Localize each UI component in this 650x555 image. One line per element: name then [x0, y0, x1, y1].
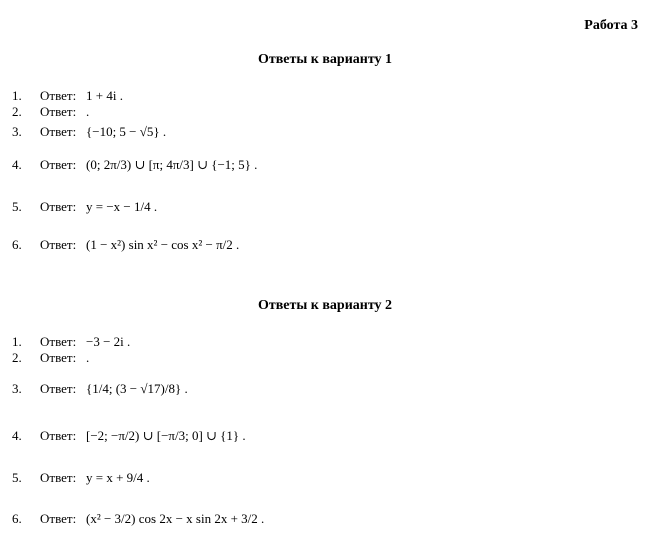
v2-answer-3: 3. Ответ: {1/4; (3 − √17)/8} . [12, 381, 188, 396]
v1-answer-2: 2. Ответ: . [12, 104, 90, 119]
v2-answer-5-formula: y = x + 9/4 . [86, 470, 150, 485]
v1-answer-4: 4. Ответ: (0; 2π/3) ∪ [π; 4π/3] ∪ {−1; 5} . [12, 157, 258, 172]
v1-answer-6-formula: (1 − x²) sin x² − cos x² − π/2 . [86, 237, 240, 252]
variant1-heading: Ответы к варианту 1 [257, 52, 393, 67]
v1-answer-4-formula: (0; 2π/3) ∪ [π; 4π/3] ∪ {−1; 5} . [86, 157, 258, 172]
work-title: Работа 3 [584, 18, 638, 33]
variant2-heading: Ответы к варианту 2 [257, 298, 393, 313]
v2-answer-5: 5. Ответ: y = x + 9/4 . [12, 470, 150, 485]
v2-answer-3-formula: {1/4; (3 − √17)/8} . [86, 381, 188, 396]
v2-answer-6-formula: (x² − 3/2) cos 2x − x sin 2x + 3/2 . [86, 511, 265, 526]
v1-answer-6: 6. Ответ: (1 − x²) sin x² − cos x² − π/2 . [12, 237, 240, 252]
v2-answer-6: 6. Ответ: (x² − 3/2) cos 2x − x sin 2x + 3/2 . [12, 511, 265, 526]
v1-answer-5-formula: y = −x − 1/4 . [86, 199, 158, 214]
v1-answer-1-formula: 1 + 4i . [86, 88, 123, 103]
v2-answer-4-formula: [−2; −π/2) ∪ [−π/3; 0] ∪ {1} . [86, 428, 246, 443]
v1-answer-1: 1. Ответ: 1 + 4i . [12, 88, 123, 103]
v2-answer-4: 4. Ответ: [−2; −π/2) ∪ [−π/3; 0] ∪ {1} . [12, 428, 246, 443]
v1-answer-3-formula: {−10; 5 − √5} . [86, 124, 167, 139]
v1-answer-2-formula: . [86, 104, 90, 119]
v2-answer-2-formula: . [86, 350, 90, 365]
v2-answer-2: 2. Ответ: . [12, 350, 90, 365]
v1-answer-3: 3. Ответ: {−10; 5 − √5} . [12, 124, 167, 139]
v2-answer-1: 1. Ответ: −3 − 2i . [12, 334, 131, 349]
v2-answer-1-formula: −3 − 2i . [86, 334, 131, 349]
v1-answer-5: 5. Ответ: y = −x − 1/4 . [12, 199, 158, 214]
